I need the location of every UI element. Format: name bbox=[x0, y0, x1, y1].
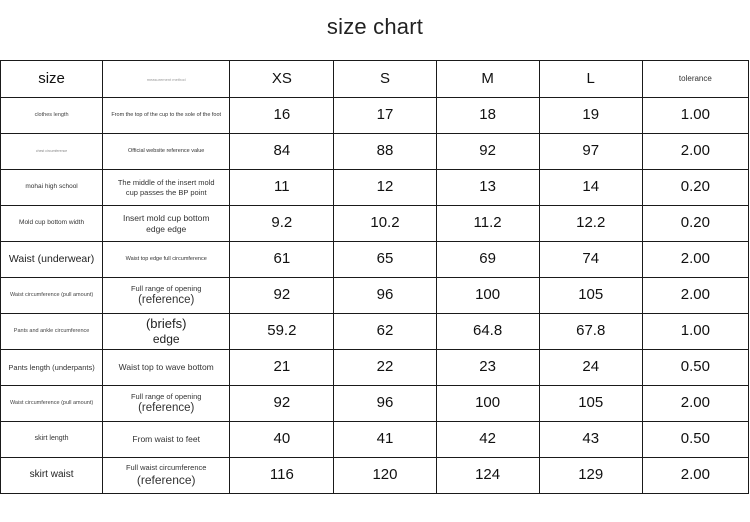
tolerance-value: 0.20 bbox=[642, 170, 748, 206]
value-s: 65 bbox=[334, 242, 436, 278]
value-xs: 84 bbox=[230, 134, 334, 170]
value-xs: 9.2 bbox=[230, 206, 334, 242]
tolerance-value: 2.00 bbox=[642, 242, 748, 278]
row-method-line2: edge bbox=[152, 332, 180, 347]
value-xs: 21 bbox=[230, 350, 334, 386]
tolerance-value: 0.50 bbox=[642, 350, 748, 386]
table-row bbox=[1, 386, 749, 422]
value-xs: 16 bbox=[230, 98, 334, 134]
row-method-line2: (reference) bbox=[138, 294, 195, 306]
row-method-line1: Full range of opening bbox=[130, 283, 202, 293]
row-name: Pants and ankle circumference bbox=[1, 314, 103, 350]
row-method bbox=[103, 458, 230, 494]
value-m: 23 bbox=[436, 350, 539, 386]
value-xs: 11 bbox=[230, 170, 334, 206]
tolerance-value: 0.20 bbox=[642, 206, 748, 242]
row-method-line1: Full waist circumference bbox=[125, 463, 207, 473]
row-name: Waist circumference (pull amount) bbox=[1, 278, 103, 314]
row-method-line2: edge edge bbox=[146, 223, 187, 234]
tolerance-value: 2.00 bbox=[642, 278, 748, 314]
row-name: skirt waist bbox=[1, 458, 103, 494]
value-s: 41 bbox=[334, 422, 436, 458]
row-method-line2: (reference) bbox=[138, 402, 195, 414]
size-chart-table bbox=[0, 60, 749, 494]
value-s: 88 bbox=[334, 134, 436, 170]
header-row bbox=[1, 61, 749, 98]
header-size-l: L bbox=[539, 61, 642, 98]
value-l: 74 bbox=[539, 242, 642, 278]
value-m: 42 bbox=[436, 422, 539, 458]
row-method bbox=[103, 314, 230, 350]
value-s: 10.2 bbox=[334, 206, 436, 242]
row-name: Mold cup bottom width bbox=[1, 206, 103, 242]
value-m: 18 bbox=[436, 98, 539, 134]
value-s: 96 bbox=[334, 278, 436, 314]
value-s: 62 bbox=[334, 314, 436, 350]
value-l: 67.8 bbox=[539, 314, 642, 350]
row-method-line1: (briefs) bbox=[145, 315, 187, 331]
header-method-label: measurement method bbox=[103, 61, 230, 98]
table-row bbox=[1, 98, 749, 134]
table-row bbox=[1, 278, 749, 314]
row-method bbox=[103, 170, 230, 206]
table-row bbox=[1, 458, 749, 494]
row-method-line1: Full range of opening bbox=[130, 391, 202, 401]
table-row bbox=[1, 134, 749, 170]
value-xs: 92 bbox=[230, 386, 334, 422]
row-method: Waist top to wave bottom bbox=[103, 350, 230, 386]
row-method-line2: (reference) bbox=[136, 472, 196, 487]
value-l: 12.2 bbox=[539, 206, 642, 242]
value-xs: 92 bbox=[230, 278, 334, 314]
header-size-m: M bbox=[436, 61, 539, 98]
tolerance-value: 2.00 bbox=[642, 134, 748, 170]
row-name: Pants length (underpants) bbox=[1, 350, 103, 386]
table-row bbox=[1, 314, 749, 350]
row-name: mohai high school bbox=[1, 170, 103, 206]
header-size-s: S bbox=[334, 61, 436, 98]
row-name: chest circumference bbox=[1, 134, 103, 170]
value-s: 12 bbox=[334, 170, 436, 206]
row-name: skirt length bbox=[1, 422, 103, 458]
table-row bbox=[1, 350, 749, 386]
tolerance-value: 2.00 bbox=[642, 458, 748, 494]
row-method-line1: The middle of the insert mold bbox=[117, 178, 215, 188]
row-method-line2: cup passes the BP point bbox=[125, 187, 207, 197]
value-l: 43 bbox=[539, 422, 642, 458]
value-s: 22 bbox=[334, 350, 436, 386]
value-xs: 61 bbox=[230, 242, 334, 278]
row-method: From the top of the cup to the sole of the foot bbox=[103, 98, 230, 134]
value-s: 120 bbox=[334, 458, 436, 494]
value-xs: 40 bbox=[230, 422, 334, 458]
row-name: clothes length bbox=[1, 98, 103, 134]
tolerance-value: 0.50 bbox=[642, 422, 748, 458]
table-row bbox=[1, 206, 749, 242]
value-l: 19 bbox=[539, 98, 642, 134]
value-m: 13 bbox=[436, 170, 539, 206]
row-method: Waist top edge full circumference bbox=[103, 242, 230, 278]
value-xs: 116 bbox=[230, 458, 334, 494]
value-m: 11.2 bbox=[436, 206, 539, 242]
table-row bbox=[1, 242, 749, 278]
row-method: From waist to feet bbox=[103, 422, 230, 458]
value-s: 96 bbox=[334, 386, 436, 422]
tolerance-value: 1.00 bbox=[642, 98, 748, 134]
value-s: 17 bbox=[334, 98, 436, 134]
value-l: 14 bbox=[539, 170, 642, 206]
value-m: 69 bbox=[436, 242, 539, 278]
row-method bbox=[103, 206, 230, 242]
row-method-line1: Insert mold cup bottom bbox=[122, 212, 210, 223]
value-m: 64.8 bbox=[436, 314, 539, 350]
value-l: 97 bbox=[539, 134, 642, 170]
header-size-label: size bbox=[1, 61, 103, 98]
value-m: 92 bbox=[436, 134, 539, 170]
row-name: Waist circumference (pull amount) bbox=[1, 386, 103, 422]
value-l: 105 bbox=[539, 386, 642, 422]
header-tolerance-label: tolerance bbox=[642, 61, 748, 98]
row-method bbox=[103, 386, 230, 422]
value-m: 100 bbox=[436, 278, 539, 314]
table-row bbox=[1, 422, 749, 458]
value-xs: 59.2 bbox=[230, 314, 334, 350]
row-method bbox=[103, 278, 230, 314]
value-m: 100 bbox=[436, 386, 539, 422]
value-m: 124 bbox=[436, 458, 539, 494]
value-l: 129 bbox=[539, 458, 642, 494]
row-name: Waist (underwear) bbox=[1, 242, 103, 278]
row-method: Official website reference value bbox=[103, 134, 230, 170]
header-size-xs: XS bbox=[230, 61, 334, 98]
value-l: 105 bbox=[539, 278, 642, 314]
tolerance-value: 1.00 bbox=[642, 314, 748, 350]
tolerance-value: 2.00 bbox=[642, 386, 748, 422]
page-title: size chart bbox=[326, 14, 424, 39]
table-row bbox=[1, 170, 749, 206]
value-l: 24 bbox=[539, 350, 642, 386]
